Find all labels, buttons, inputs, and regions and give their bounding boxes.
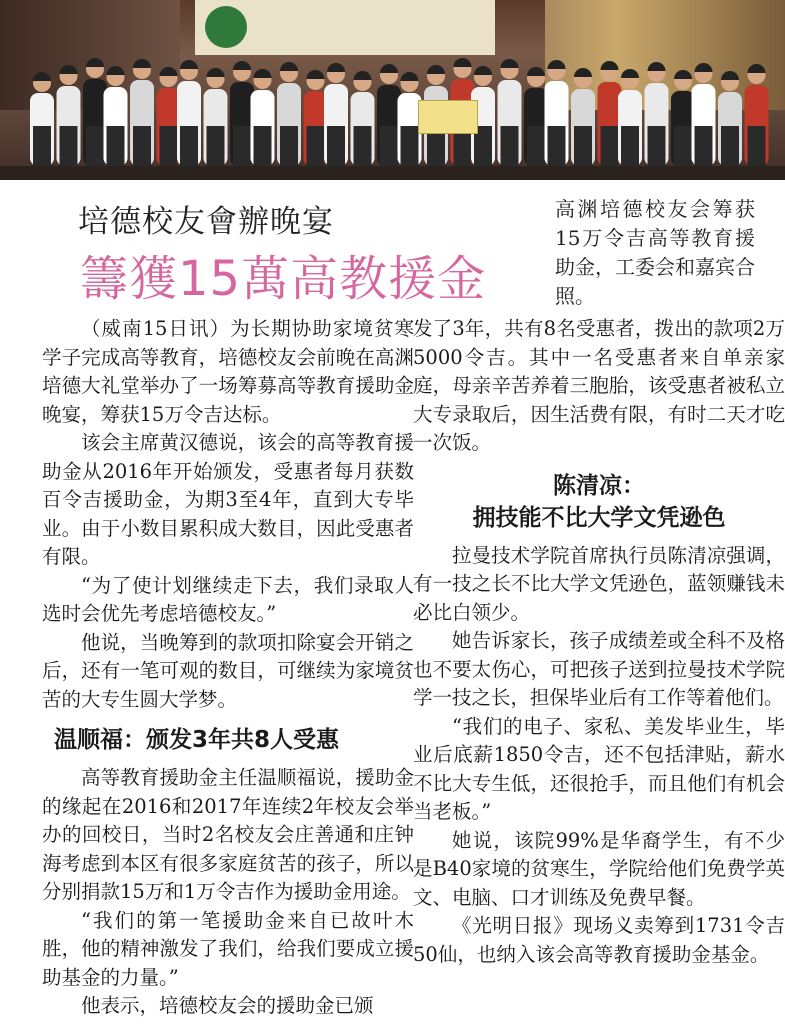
photo-person-hair <box>33 72 51 81</box>
photo-person-hair <box>307 70 325 79</box>
photo-person-legs <box>695 126 713 166</box>
photo-person-legs <box>280 126 298 166</box>
photo-person-hair <box>233 61 251 70</box>
photo-person-legs <box>327 126 345 166</box>
photo-person-legs <box>527 126 545 166</box>
photo-person-hair <box>327 63 345 72</box>
photo-person-legs <box>648 126 666 166</box>
group-photo <box>0 0 785 180</box>
article-paragraph: 他表示，培德校友会的援助金已颁 <box>81 994 374 1017</box>
photo-person-legs <box>501 126 519 166</box>
photo-person-hair <box>474 66 492 75</box>
article-paragraph: 她说，该院99%是华裔学生，有不少是B40家境的贫寒生，学院给他们免费学英文、电脑、口才训练及免费早餐。 <box>413 828 785 909</box>
photo-stage-floor <box>0 166 785 180</box>
photo-person-hair <box>674 70 692 79</box>
photo-person-legs <box>160 126 178 166</box>
photo-person-legs <box>133 126 151 166</box>
photo-people-layer <box>0 0 785 180</box>
photo-person-hair <box>748 64 766 73</box>
photo-person-legs <box>354 126 372 166</box>
photo-person-hair <box>380 64 398 73</box>
article-paragraph-continued: 发了3年，共有8名受惠者，拨出的款项2万5000令吉。其中一名受惠者来自单亲家庭，母亲辛苦养着三胞胎，该受惠者被私立大专录取后，因生活费有限，有时二天才吃一次饭。 <box>413 317 785 454</box>
photo-person-legs <box>748 126 766 166</box>
section-subhead: 温顺福：颁发3年共8人受惠 <box>54 727 340 753</box>
photo-person-legs <box>548 126 566 166</box>
photo-person-legs <box>33 126 51 166</box>
photo-caption: 高渊培德校友会筹获15万令吉高等教育援助金，工委会和嘉宾合照。 <box>555 197 755 308</box>
article-column-left <box>42 315 414 1021</box>
photo-person-hair <box>160 67 178 76</box>
photo-person-hair <box>648 62 666 71</box>
article-paragraph: 高等教育援助金主任温顺福说，援助金的缘起在2016和2017年连续2年校友会举办的回校日，当时2名校友会庄善通和庄钟海考虑到本区有很多家庭贫苦的孩子，所以分别捐款15万和1万令吉作为援助金用途。 <box>42 766 414 903</box>
article-paragraph: “我们的第一笔援助金来自已故叶木胜，他的精神激发了我们，给我们要成立援助基金的力量。” <box>42 908 414 989</box>
photo-person-legs <box>601 126 619 166</box>
mock-cheque <box>418 100 478 134</box>
article-paragraph: （威南15日讯）为长期协助家境贫寒学子完成高等教育，培德校友会前晚在高渊培德大礼堂举办了一场筹募高等教育援助金晚宴，筹获15万令吉达标。 <box>42 317 414 426</box>
article-column-right <box>413 315 785 969</box>
photo-person-legs <box>86 126 104 166</box>
article-paragraph: 该会主席黄汉德说，该会的高等教育援助金从2016年开始颁发，受惠者每月获数百令吉援助金，为期3至4年，直到大专毕业。由于小数目累积成大数目，因此受惠者有限。 <box>42 431 414 568</box>
photo-person-hair <box>280 62 298 71</box>
photo-person-hair <box>574 68 592 77</box>
photo-person-legs <box>233 126 251 166</box>
photo-person-legs <box>401 126 419 166</box>
photo-person-hair <box>601 61 619 70</box>
photo-person-hair <box>401 72 419 81</box>
photo-person-legs <box>107 126 125 166</box>
article-paragraph: 他说，当晚筹到的款项扣除宴会开销之后，还有一笔可观的数目，可继续为家境贫苦的大专生圆大学梦。 <box>42 630 414 711</box>
photo-person-hair <box>86 58 104 67</box>
photo-person-legs <box>207 126 225 166</box>
photo-person-hair <box>454 58 472 67</box>
photo-person-hair <box>721 71 739 80</box>
section-subhead-line1: 陈清凉： <box>553 472 645 499</box>
article-paragraph: 《光明日报》现场义卖筹到1731令吉50仙，也纳入该会高等教育援助金基金。 <box>413 914 785 966</box>
photo-person-hair <box>501 59 519 68</box>
photo-person-hair <box>107 66 125 75</box>
headline-subtitle: 培德校友會辦晚宴 <box>78 204 334 240</box>
photo-person-hair <box>254 69 272 78</box>
article-paragraph: 拉曼技术学院首席执行员陈清凉强调，有一技之长不比大学文凭逊色，蓝领赚钱未必比白领少。 <box>413 543 785 624</box>
photo-person-hair <box>427 65 445 74</box>
photo-person-hair <box>133 59 151 68</box>
photo-person-hair <box>60 65 78 74</box>
photo-person-legs <box>307 126 325 166</box>
photo-person-legs <box>621 126 639 166</box>
article-paragraph: “为了使计划继续走下去，我们录取人选时会优先考虑培德校友。” <box>42 573 414 625</box>
photo-person-hair <box>207 68 225 77</box>
photo-person-legs <box>60 126 78 166</box>
photo-person-legs <box>721 126 739 166</box>
article-paragraph: “我们的电子、家私、美发毕业生，毕业后底薪1850令吉，还不包括津贴，薪水不比大专生低，还很抢手，而且他们有机会当老板。” <box>413 714 785 823</box>
section-subhead <box>413 470 785 534</box>
photo-person-hair <box>621 69 639 78</box>
headline-title: 籌獲15萬高教援金 <box>80 251 487 307</box>
photo-person-hair <box>548 60 566 69</box>
photo-person-hair <box>354 71 372 80</box>
photo-person-legs <box>674 126 692 166</box>
section-subhead-line2: 拥技能不比大学文凭逊色 <box>472 504 726 531</box>
photo-person-legs <box>380 126 398 166</box>
photo-person-hair <box>180 60 198 69</box>
photo-person-hair <box>527 67 545 76</box>
photo-person-legs <box>180 126 198 166</box>
photo-person-hair <box>695 63 713 72</box>
article-paragraph: 她告诉家长，孩子成绩差或全科不及格也不要太伤心，可把孩子送到拉曼技术学院学一技之长，担保毕业后有工作等着他们。 <box>413 629 785 709</box>
photo-person-legs <box>574 126 592 166</box>
photo-person-legs <box>254 126 272 166</box>
